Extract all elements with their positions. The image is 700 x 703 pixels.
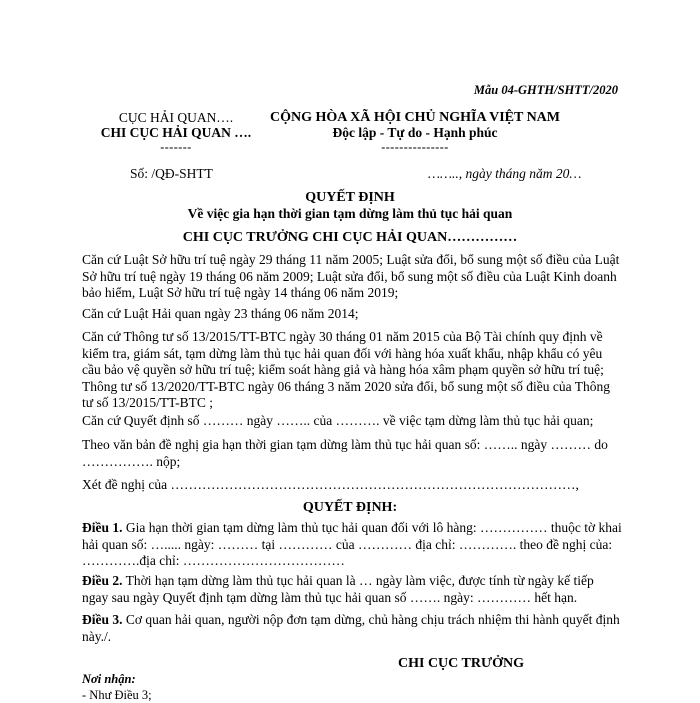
article-1-label: Điều 1. [82, 520, 123, 535]
article-3 [82, 612, 622, 645]
place-date: …….., ngày tháng năm 20… [428, 166, 582, 181]
legal-basis-1: Căn cứ Luật Sở hữu trí tuệ ngày 29 tháng 11 năm 2005; Luật sửa đổi, bổ sung một số điều của Luật Sở hữu trí tuệ ngày 19 tháng 06 năm 2009; Luật sửa đổi, bổ sung một số điều của Luật Kinh doanh bảo hiểm, Luật Sở hữu trí tuệ ngày 14 tháng 06 năm 2019; [82, 252, 620, 300]
agency-parent: CỤC HẢI QUAN…. [118, 110, 234, 125]
agency-separator: ------- [160, 140, 192, 154]
article-2-label: Điều 2. [82, 573, 123, 588]
agency-branch: CHI CỤC HẢI QUAN …. [100, 125, 252, 140]
form-code: Mẫu 04-GHTH/SHTT/2020 [473, 83, 618, 97]
legal-basis-6: Xét đề nghị của ………………………………………………………………………………, [82, 477, 579, 492]
legal-basis-2: Căn cứ Luật Hải quan ngày 23 tháng 06 năm 2014; [82, 306, 359, 321]
national-motto: Độc lập - Tự do - Hạnh phúc [332, 125, 498, 140]
recipient-item: - Như Điều 3; [82, 688, 152, 702]
motto-separator: --------------- [381, 140, 449, 154]
recipients-label: Nơi nhận: [82, 672, 136, 686]
document-subtitle: Về việc gia hạn thời gian tạm dừng làm thủ tục hải quan [187, 206, 513, 221]
issuer-heading: CHI CỤC TRƯỞNG CHI CỤC HẢI QUAN…………… [182, 230, 518, 245]
country-name: CỘNG HÒA XÃ HỘI CHỦ NGHĨA VIỆT NAM [269, 110, 560, 125]
document-number: Số: /QĐ-SHTT [130, 166, 213, 181]
article-3-text: Cơ quan hải quan, người nộp đơn tạm dừng, chủ hàng chịu trách nhiệm thi hành quyết định này./. [82, 612, 620, 644]
document-title: QUYẾT ĐỊNH [305, 190, 395, 205]
legal-basis-3: Căn cứ Thông tư số 13/2015/TT-BTC ngày 30 tháng 01 năm 2015 của Bộ Tài chính quy định về kiểm tra, giám sát, tạm dừng làm thủ tục hải quan đối với hàng hóa xuất khẩu, nhập khẩu có yêu cầu bảo vệ quyền sở hữu trí tuệ; kiểm soát hàng giả và hàng hóa xâm phạm quyền sở hữu trí tuệ; Thông tư số 13/2020/TT-BTC ngày 06 tháng 3 năm 2020 sửa đổi, bổ sung một số điều của Thông tư số 13/2015/TT-BTC ; [82, 329, 610, 410]
article-1-text: Gia hạn thời gian tạm dừng làm thủ tục hải quan đối với lô hàng: …………… thuộc tờ khai hải quan số: …..... ngày: ……… tại ………… của ………… địa chỉ: …………. theo đề nghị của: ………….địa chỉ: ……………………………… [82, 520, 622, 568]
decision-heading: QUYẾT ĐỊNH: [302, 500, 398, 515]
article-3-label: Điều 3. [82, 612, 123, 627]
article-2-text: Thời hạn tạm dừng làm thủ tục hải quan là … ngày làm việc, được tính từ ngày kế tiếp ngay sau ngày Quyết định tạm dừng làm thủ tục hải quan số ……. ngày: ………… hết hạn. [82, 573, 594, 605]
legal-basis-5: Theo văn bản đề nghị gia hạn thời gian tạm dừng làm thủ tục hải quan số: …….. ngày ……… do ……………. nộp; [82, 437, 608, 469]
legal-basis-4: Căn cứ Quyết định số ……… ngày …….. của ………. về việc tạm dừng làm thủ tục hải quan; [82, 413, 594, 428]
article-1 [82, 520, 622, 570]
article-2 [82, 573, 622, 606]
signature-title: CHI CỤC TRƯỞNG [398, 656, 525, 671]
